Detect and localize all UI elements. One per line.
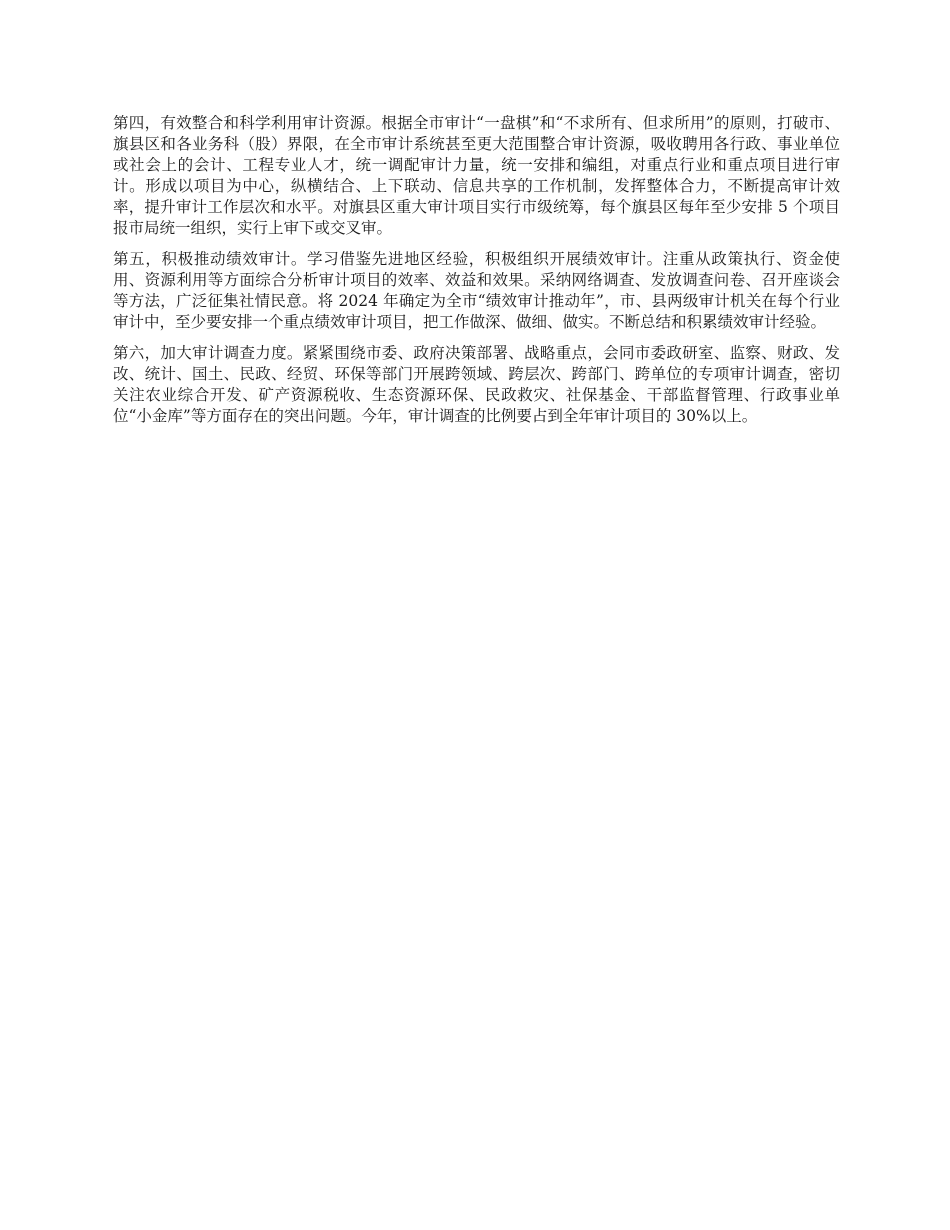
paragraph-fourth: 第四，有效整合和科学利用审计资源。根据全市审计“一盘棋”和“不求所有、但求所用”的原则，打破市、旗县区和各业务科（股）界限，在全市审计系统甚至更大范围整合审计资源，吸收聘用各行政、事业单位或社会上的会计、工程专业人才，统一调配审计力量，统一安排和编组，对重点行业和重点项目进行审计。形成以项目为中心，纵横结合、上下联动、信息共享的工作机制，发挥整体合力，不断提高审计效率，提升审计工作层次和水平。对旗县区重大审计项目实行市级统筹，每个旗县区每年至少安排 5 个项目报市局统一组织，实行上审下或交叉审。 bbox=[113, 114, 840, 237]
paragraph-fifth: 第五，积极推动绩效审计。学习借鉴先进地区经验，积极组织开展绩效审计。注重从政策执行、资金使用、资源利用等方面综合分析审计项目的效率、效益和效果。采纳网络调查、发放调查问卷、召开座谈会等方法，广泛征集社情民意。将 2024 年确定为全市“绩效审计推动年”，市、县两级审计机关在每个行业审计中，至少要安排一个重点绩效审计项目，把工作做深、做细、做实。不断总结和积累绩效审计经验。 bbox=[113, 250, 840, 331]
document-body bbox=[113, 113, 840, 437]
paragraph-sixth: 第六，加大审计调查力度。紧紧围绕市委、政府决策部署、战略重点，会同市委政研室、监察、财政、发改、统计、国土、民政、经贸、环保等部门开展跨领域、跨层次、跨部门、跨单位的专项审计调查，密切关注农业综合开发、矿产资源税收、生态资源环保、民政救灾、社保基金、干部监督管理、行政事业单位“小金库”等方面存在的突出问题。今年，审计调查的比例要占到全年审计项目的 30%以上。 bbox=[113, 344, 840, 425]
